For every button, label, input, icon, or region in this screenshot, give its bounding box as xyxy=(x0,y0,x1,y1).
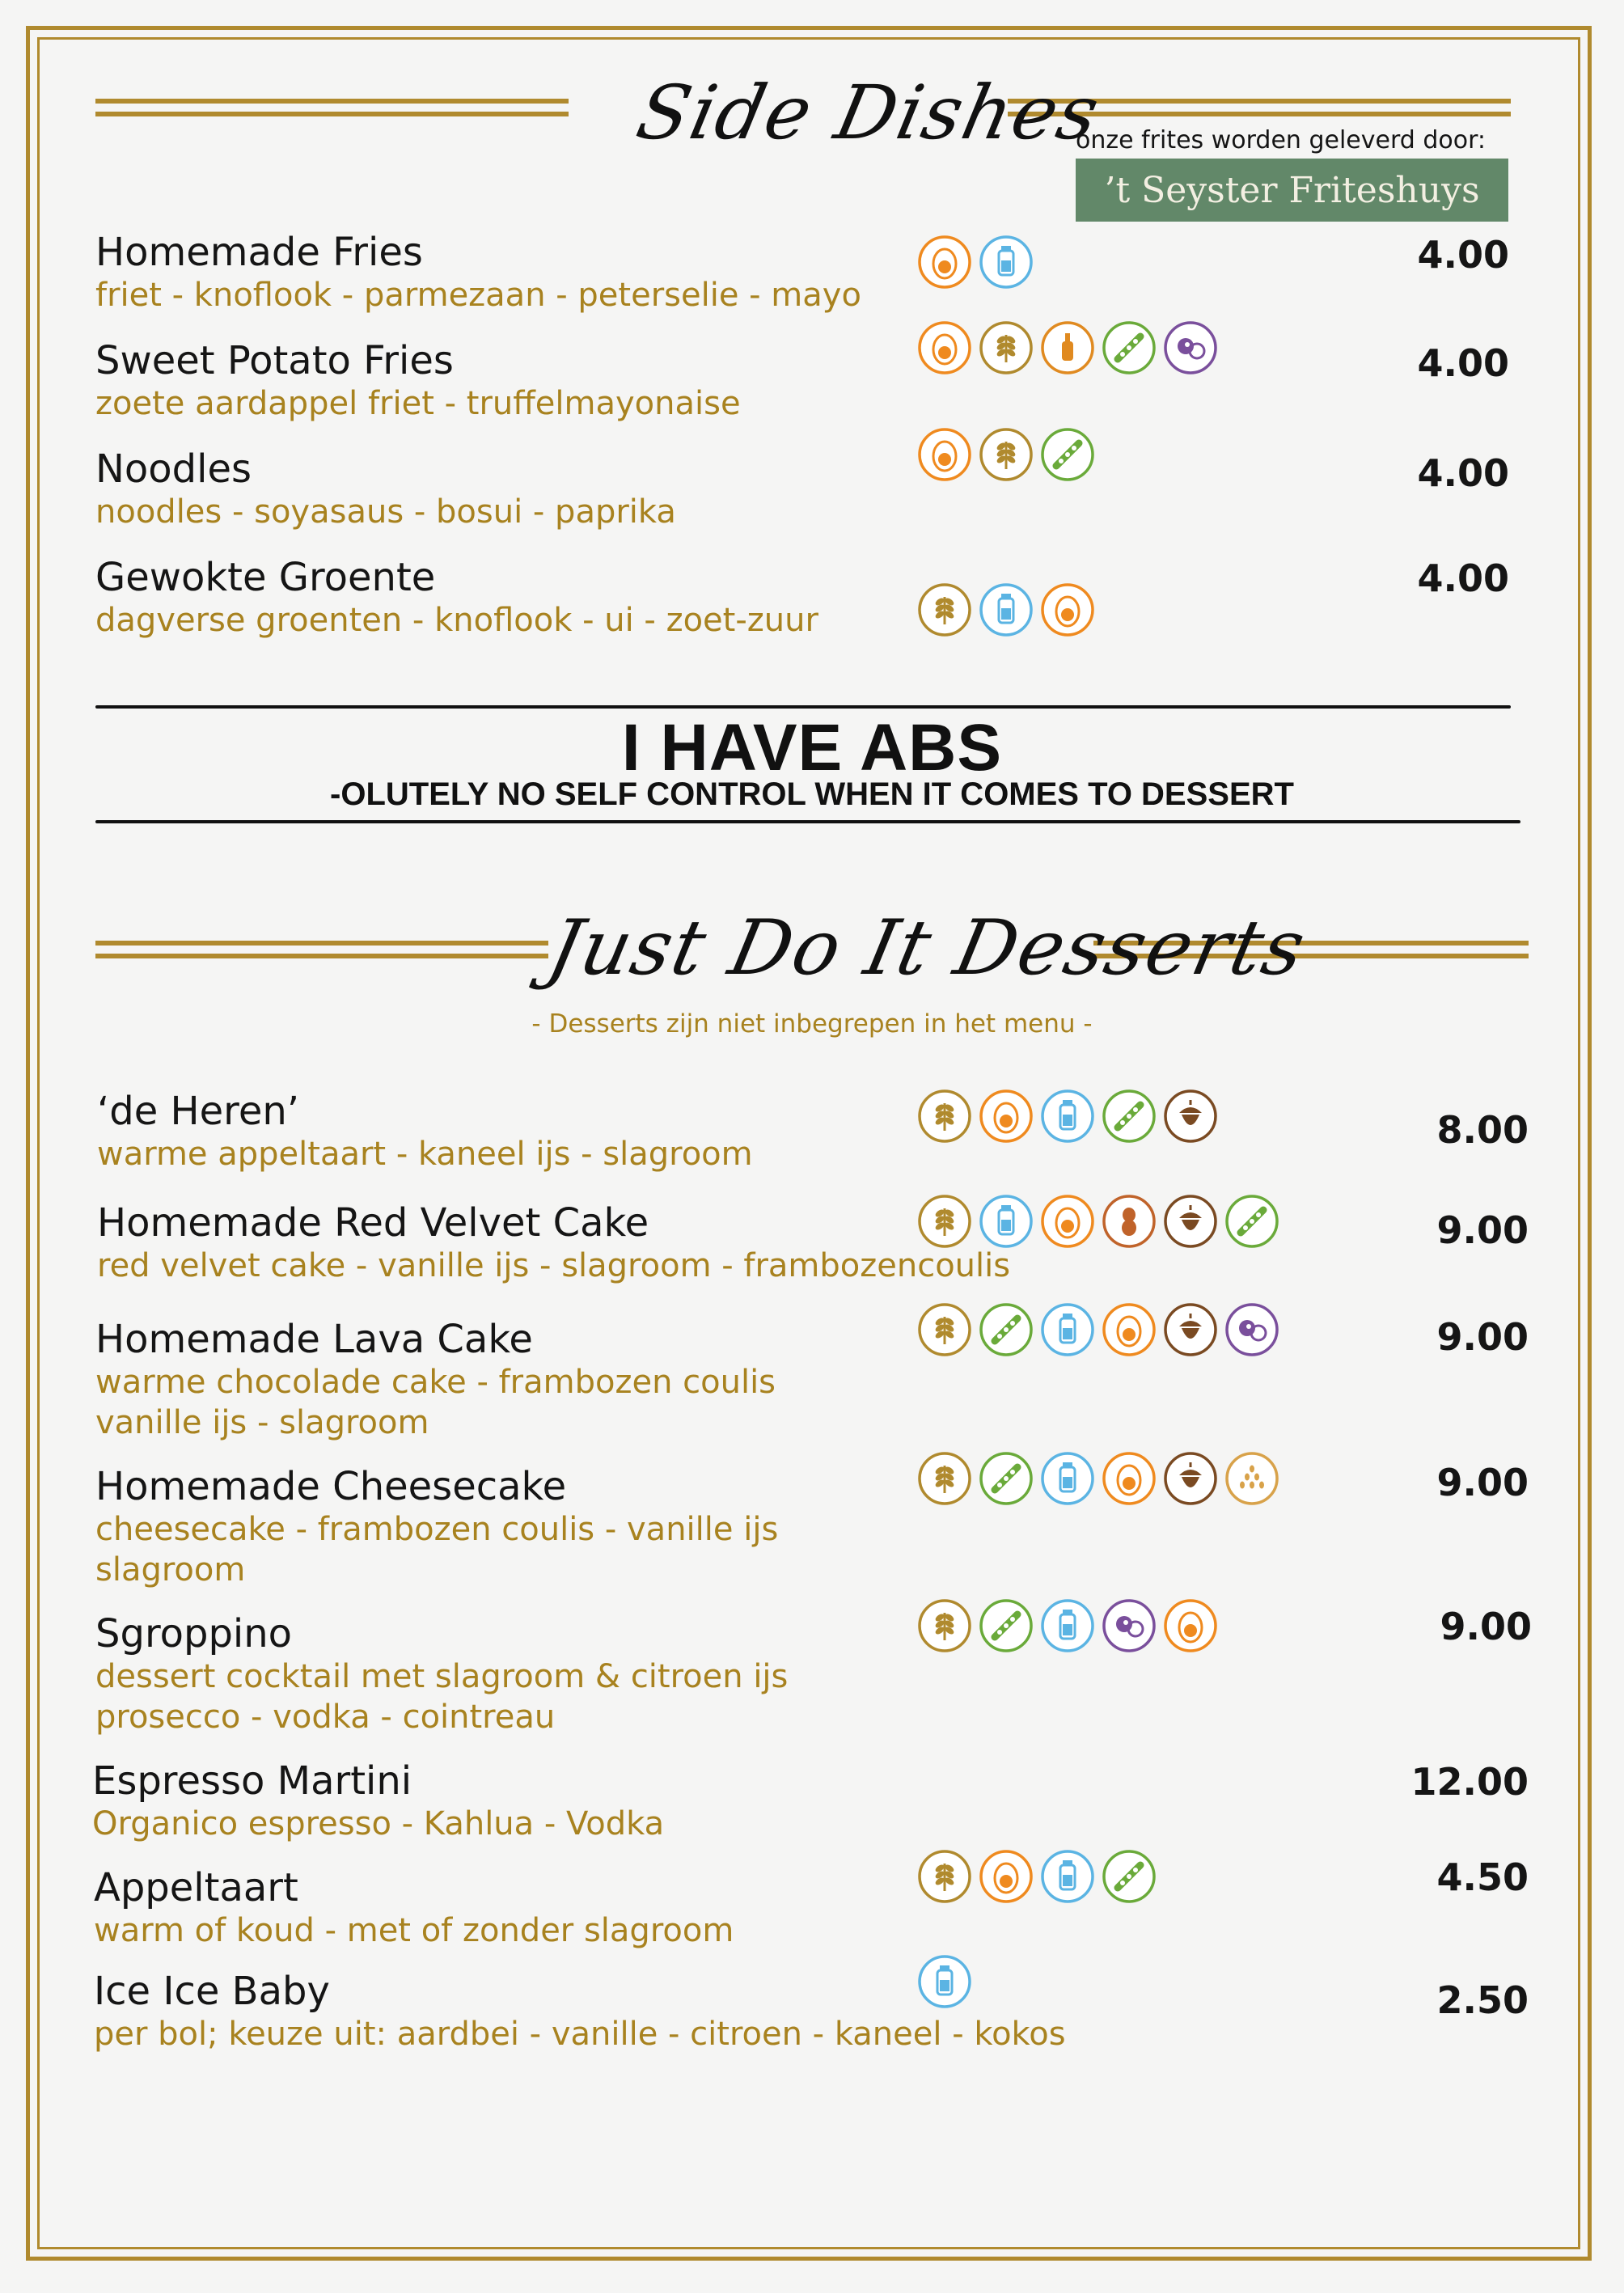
milk-allergen-icon xyxy=(917,1954,972,2013)
side-item-description: dagverse groenten - knoflook - ui - zoet-zuur xyxy=(95,602,818,639)
egg-allergen-icon xyxy=(1163,1598,1218,1657)
abs-top-rule xyxy=(95,705,1511,709)
dessert-price: 9.00 xyxy=(1440,1605,1532,1648)
allergen-icons xyxy=(917,1598,1218,1657)
soy-allergen-icon xyxy=(1224,1194,1279,1253)
peanut-allergen-icon xyxy=(1102,1194,1157,1253)
dessert-name: Homemade Red Velvet Cake xyxy=(97,1200,649,1246)
egg-allergen-icon xyxy=(917,427,972,486)
nut-allergen-icon xyxy=(1163,1089,1218,1148)
allergen-icons xyxy=(917,1089,1218,1148)
abs-title: I HAVE ABS xyxy=(621,711,1003,785)
dessert-name: Homemade Cheesecake xyxy=(95,1464,567,1509)
abs-bottom-rule xyxy=(95,820,1520,823)
allergen-icons xyxy=(917,320,1218,379)
side-item-price: 4.00 xyxy=(1417,451,1509,495)
soy-allergen-icon xyxy=(1102,320,1157,379)
dessert-name: Espresso Martini xyxy=(92,1758,412,1804)
dessert-description: per bol; keuze uit: aardbei - vanille - citroen - kaneel - kokos xyxy=(94,2016,1066,2053)
egg-allergen-icon xyxy=(979,1089,1034,1148)
gluten-allergen-icon xyxy=(917,582,972,641)
soy-allergen-icon xyxy=(1102,1849,1157,1908)
dessert-description: warme chocolade cake - frambozen coulis xyxy=(95,1364,776,1401)
nut-allergen-icon xyxy=(1163,1302,1218,1361)
nut-allergen-icon xyxy=(1163,1451,1218,1510)
soy-allergen-icon xyxy=(979,1598,1034,1657)
egg-allergen-icon xyxy=(1040,1194,1095,1253)
gluten-allergen-icon xyxy=(917,1451,972,1510)
dessert-name: ‘de Heren’ xyxy=(97,1089,300,1134)
dessert-description: Organico espresso - Kahlua - Vodka xyxy=(92,1805,665,1842)
milk-allergen-icon xyxy=(1040,1302,1095,1361)
milk-allergen-icon xyxy=(979,235,1034,294)
side-item-description: zoete aardappel friet - truffelmayonaise xyxy=(95,385,741,422)
milk-allergen-icon xyxy=(1040,1849,1095,1908)
allergen-icons xyxy=(917,1849,1157,1908)
sesame-allergen-icon xyxy=(1224,1451,1279,1510)
egg-allergen-icon xyxy=(1040,582,1095,641)
dessert-price: 9.00 xyxy=(1436,1461,1529,1504)
milk-allergen-icon xyxy=(979,1194,1034,1253)
supplier-logo xyxy=(1076,159,1508,222)
soy-allergen-icon xyxy=(1040,427,1095,486)
desserts-title: Just Do It Desserts xyxy=(540,904,1314,992)
allergen-icons xyxy=(917,1194,1279,1253)
dessert-price: 9.00 xyxy=(1436,1315,1529,1359)
side-dishes-title: Side Dishes xyxy=(629,70,1108,156)
gluten-allergen-icon xyxy=(917,1302,972,1361)
allergen-icons xyxy=(917,582,1095,641)
egg-allergen-icon xyxy=(1102,1302,1157,1361)
allergen-icons xyxy=(917,427,1095,486)
desserts-note: - Desserts zijn niet inbegrepen in het menu - xyxy=(531,1009,1093,1039)
milk-allergen-icon xyxy=(979,582,1034,641)
dessert-price: 4.50 xyxy=(1436,1855,1529,1899)
soy-allergen-icon xyxy=(979,1451,1034,1510)
dessert-description: warme appeltaart - kaneel ijs - slagroom xyxy=(97,1136,753,1173)
dessert-description: warm of koud - met of zonder slagroom xyxy=(94,1912,734,1949)
soy-allergen-icon xyxy=(1102,1089,1157,1148)
side-item-name: Gewokte Groente xyxy=(95,555,436,600)
egg-allergen-icon xyxy=(979,1849,1034,1908)
dessert-price: 8.00 xyxy=(1436,1108,1529,1152)
dessert-name: Homemade Lava Cake xyxy=(95,1317,533,1362)
supplier-name: ’t Seyster Friteshuys xyxy=(1104,169,1480,211)
allergen-icons xyxy=(917,1954,972,2013)
side-item-name: Sweet Potato Fries xyxy=(95,338,454,383)
dessert-name: Appeltaart xyxy=(94,1865,298,1910)
allergen-icons xyxy=(917,1302,1279,1361)
abs-subtitle: -OLUTELY NO SELF CONTROL WHEN IT COMES TO DESSERT xyxy=(330,776,1294,812)
gluten-allergen-icon xyxy=(917,1849,972,1908)
gluten-allergen-icon xyxy=(979,320,1034,379)
egg-allergen-icon xyxy=(917,320,972,379)
gluten-allergen-icon xyxy=(917,1598,972,1657)
dessert-description-line2: vanille ijs - slagroom xyxy=(95,1404,429,1441)
gluten-allergen-icon xyxy=(979,427,1034,486)
side-dishes-left-divider xyxy=(95,99,569,116)
milk-allergen-icon xyxy=(1040,1598,1095,1657)
side-item-name: Noodles xyxy=(95,446,252,492)
dessert-description-line2: slagroom xyxy=(95,1551,246,1589)
soy-allergen-icon xyxy=(979,1302,1034,1361)
dessert-name: Sgroppino xyxy=(95,1611,293,1656)
gluten-allergen-icon xyxy=(917,1089,972,1148)
lupin-allergen-icon xyxy=(1224,1302,1279,1361)
supplier-note: onze frites worden geleverd door: xyxy=(1076,126,1487,154)
dessert-price: 12.00 xyxy=(1410,1760,1529,1804)
gluten-allergen-icon xyxy=(917,1194,972,1253)
dessert-price: 9.00 xyxy=(1436,1208,1529,1252)
mustard-allergen-icon xyxy=(1040,320,1095,379)
nut-allergen-icon xyxy=(1163,1194,1218,1253)
side-item-price: 4.00 xyxy=(1417,233,1509,277)
dessert-price: 2.50 xyxy=(1436,1978,1529,2022)
allergen-icons xyxy=(917,235,1034,294)
side-item-description: friet - knoflook - parmezaan - peterselie - mayo xyxy=(95,277,861,314)
side-item-name: Homemade Fries xyxy=(95,230,423,275)
milk-allergen-icon xyxy=(1040,1089,1095,1148)
lupin-allergen-icon xyxy=(1163,320,1218,379)
egg-allergen-icon xyxy=(1102,1451,1157,1510)
dessert-description: red velvet cake - vanille ijs - slagroom - frambozencoulis xyxy=(97,1247,1011,1284)
egg-allergen-icon xyxy=(917,235,972,294)
dessert-description: cheesecake - frambozen coulis - vanille ijs xyxy=(95,1511,779,1548)
dessert-description-line2: prosecco - vodka - cointreau xyxy=(95,1699,556,1736)
side-item-description: noodles - soyasaus - bosui - paprika xyxy=(95,493,676,531)
side-item-price: 4.00 xyxy=(1417,556,1509,600)
allergen-icons xyxy=(917,1451,1279,1510)
dessert-description: dessert cocktail met slagroom & citroen ijs xyxy=(95,1658,789,1695)
milk-allergen-icon xyxy=(1040,1451,1095,1510)
dessert-name: Ice Ice Baby xyxy=(94,1969,330,2014)
lupin-allergen-icon xyxy=(1102,1598,1157,1657)
side-item-price: 4.00 xyxy=(1417,341,1509,385)
desserts-left-divider xyxy=(95,941,548,958)
